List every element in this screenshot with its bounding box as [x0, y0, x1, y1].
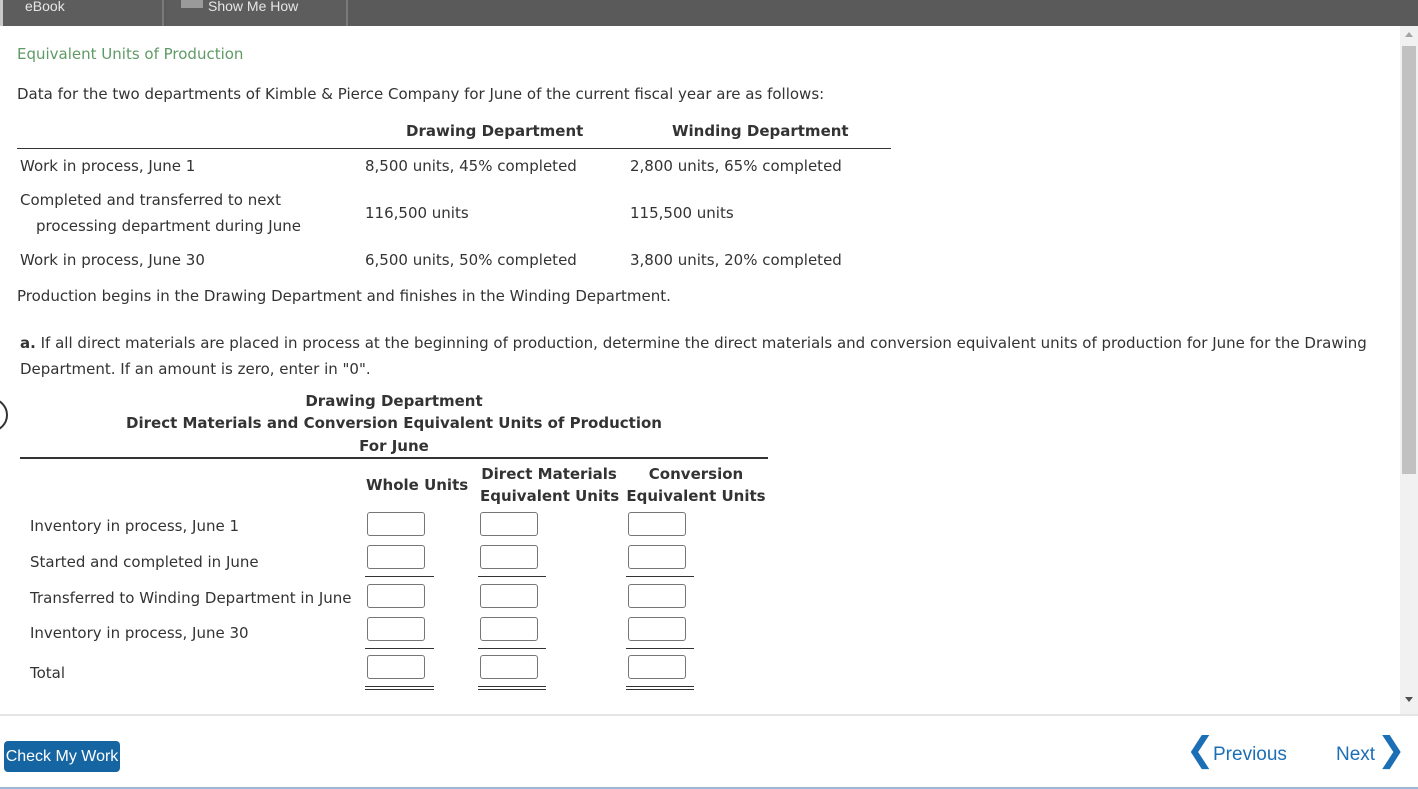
scroll-thumb[interactable] — [1402, 46, 1416, 474]
total-conversion-eu-input[interactable] — [628, 655, 686, 679]
row-transferred-label: Transferred to Winding Department in June — [30, 589, 352, 607]
total-rule — [478, 648, 546, 649]
header-winding: Winding Department — [672, 122, 849, 140]
row1-winding: 2,800 units, 65% completed — [630, 157, 842, 175]
total-rule — [626, 648, 694, 649]
row3-winding: 3,800 units, 20% completed — [630, 251, 842, 269]
top-toolbar — [0, 0, 1418, 26]
video-icon — [181, 0, 203, 8]
next-link[interactable]: Next — [1336, 744, 1376, 765]
dm-eu-input[interactable] — [480, 545, 538, 569]
row1-drawing: 8,500 units, 45% completed — [365, 157, 577, 175]
footer-bar — [0, 714, 1418, 789]
dm-eu-input[interactable] — [480, 512, 538, 536]
col-dm-line2: Equivalent Units — [480, 487, 620, 505]
vertical-scrollbar[interactable] — [1400, 26, 1418, 714]
scroll-down-icon[interactable] — [1405, 697, 1413, 702]
row3-label: Work in process, June 30 — [20, 251, 205, 269]
whole-units-input[interactable] — [367, 512, 425, 536]
next-chevron-icon[interactable]: ❯ — [1377, 730, 1406, 770]
question-line1 — [20, 334, 1367, 352]
previous-chevron-icon[interactable]: ❮ — [1186, 730, 1215, 770]
question-text-line1: If all direct materials are placed in process at the beginning of production, determine the direct materials and conversion equivalent units of production for June for the Drawing — [40, 334, 1367, 352]
row-inventory-june30-label: Inventory in process, June 30 — [30, 624, 249, 642]
row3-drawing: 6,500 units, 50% completed — [365, 251, 577, 269]
total-whole-units-input[interactable] — [367, 655, 425, 679]
question-letter: a. — [20, 334, 36, 352]
row-total-label: Total — [30, 664, 66, 682]
row2-label-line2: processing department during June — [36, 217, 301, 235]
row2-winding: 115,500 units — [630, 204, 734, 222]
tab-ebook-label: eBook — [25, 0, 65, 14]
question-line2: Department. If an amount is zero, enter in "0". — [20, 360, 371, 378]
circle-marker-icon — [0, 398, 8, 432]
col-conv-line1: Conversion — [648, 465, 744, 483]
dm-eu-input[interactable] — [480, 617, 538, 641]
total-double-rule — [365, 686, 434, 690]
whole-units-input[interactable] — [367, 617, 425, 641]
row1-label: Work in process, June 1 — [20, 157, 196, 175]
dm-eu-input[interactable] — [480, 584, 538, 608]
conversion-eu-input[interactable] — [628, 617, 686, 641]
whole-units-input[interactable] — [367, 545, 425, 569]
conversion-eu-input[interactable] — [628, 584, 686, 608]
conversion-eu-input[interactable] — [628, 545, 686, 569]
header-drawing: Drawing Department — [406, 122, 584, 140]
col-conv-line2: Equivalent Units — [626, 487, 766, 505]
subtotal-rule — [365, 576, 434, 577]
tab-show-me-how-label: Show Me How — [208, 0, 299, 14]
intro-text: Data for the two departments of Kimble & Pierce Company for June of the current fiscal year are as follows: — [17, 85, 825, 103]
total-double-rule — [626, 686, 694, 690]
page-title: Equivalent Units of Production — [17, 45, 244, 63]
tab-ebook[interactable] — [0, 0, 164, 26]
previous-link[interactable]: Previous — [1213, 744, 1287, 765]
table-header-rule — [17, 148, 891, 149]
subtotal-rule — [478, 576, 546, 577]
check-my-work-button[interactable]: Check My Work — [4, 741, 120, 772]
row2-label-line1: Completed and transferred to next — [20, 191, 281, 209]
schedule-title-1: Drawing Department — [305, 392, 483, 410]
production-note: Production begins in the Drawing Department and finishes in the Winding Department. — [17, 287, 671, 305]
total-double-rule — [478, 686, 546, 690]
row-inventory-june1-label: Inventory in process, June 1 — [30, 517, 240, 535]
tab-show-me-how[interactable] — [166, 0, 348, 26]
whole-units-input[interactable] — [367, 584, 425, 608]
schedule-title-3: For June — [359, 437, 429, 455]
scroll-up-icon[interactable] — [1405, 32, 1413, 37]
schedule-title-2: Direct Materials and Conversion Equivalent Units of Production — [126, 414, 662, 432]
schedule-header-rule — [20, 457, 768, 459]
col-dm-line1: Direct Materials — [481, 465, 617, 483]
row2-drawing: 116,500 units — [365, 204, 469, 222]
col-whole-units: Whole Units — [366, 476, 469, 494]
subtotal-rule — [626, 576, 694, 577]
conversion-eu-input[interactable] — [628, 512, 686, 536]
total-dm-eu-input[interactable] — [480, 655, 538, 679]
total-rule — [365, 648, 434, 649]
row-started-completed-label: Started and completed in June — [30, 553, 259, 571]
problem-content — [0, 26, 1398, 714]
